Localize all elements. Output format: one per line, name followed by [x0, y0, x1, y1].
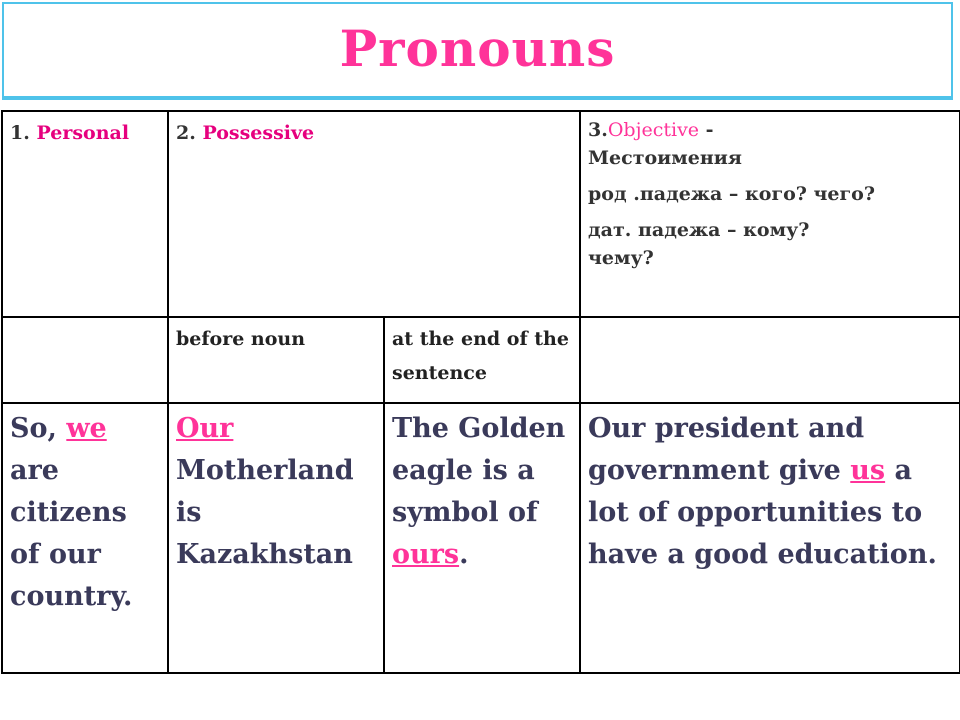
example-personal-word: we: [66, 413, 107, 444]
header-personal-num: 1.: [10, 122, 37, 144]
subheader-at-end: at the end of the sentence: [384, 317, 580, 403]
header-objective-label: Objective: [607, 119, 700, 141]
header-objective-num: 3.: [588, 119, 608, 141]
header-possessive: [168, 111, 580, 317]
example-personal: [2, 403, 168, 673]
example-end-post: .: [459, 539, 469, 570]
example-possessive-word: Our: [176, 413, 234, 444]
example-possessive-end: [384, 403, 580, 673]
examples-row: [2, 403, 960, 673]
example-end-pre: The Golden eagle is a symbol of: [392, 413, 566, 528]
header-row: [2, 111, 960, 317]
example-objective: [580, 403, 960, 673]
pronouns-table: [1, 110, 960, 674]
subheader-empty-2: [580, 317, 960, 403]
header-personal-label: Personal: [36, 122, 130, 144]
header-possessive-num: 2.: [176, 122, 203, 144]
subheader-empty-1: [2, 317, 168, 403]
header-objective-line2: Местоимения: [588, 147, 742, 169]
example-end-word: ours: [392, 539, 460, 570]
title-box: [2, 2, 953, 100]
header-objective-line4: дат. падежа – кому?: [588, 219, 810, 241]
example-personal-post: are citizens of our country.: [10, 455, 133, 612]
example-objective-word: us: [850, 455, 886, 486]
example-objective-pre: Our president and government give: [588, 413, 865, 486]
page-title: Pronouns: [339, 18, 616, 78]
example-personal-pre: So,: [10, 413, 67, 444]
example-objective-post: a lot of opportunities to have a good education.: [588, 455, 937, 570]
example-possessive-post: Motherland is Kazakhstan: [176, 455, 354, 570]
example-possessive-before: [168, 403, 384, 673]
header-objective-line3: род .падежа – кого? чего?: [588, 183, 875, 205]
header-objective: [580, 111, 960, 317]
header-objective-dash: -: [699, 119, 714, 141]
header-possessive-label: Possessive: [202, 122, 315, 144]
header-personal: [2, 111, 168, 317]
subheader-before-noun: before noun: [168, 317, 384, 403]
header-objective-line5: чему?: [588, 247, 654, 269]
subheader-row: [2, 317, 960, 403]
